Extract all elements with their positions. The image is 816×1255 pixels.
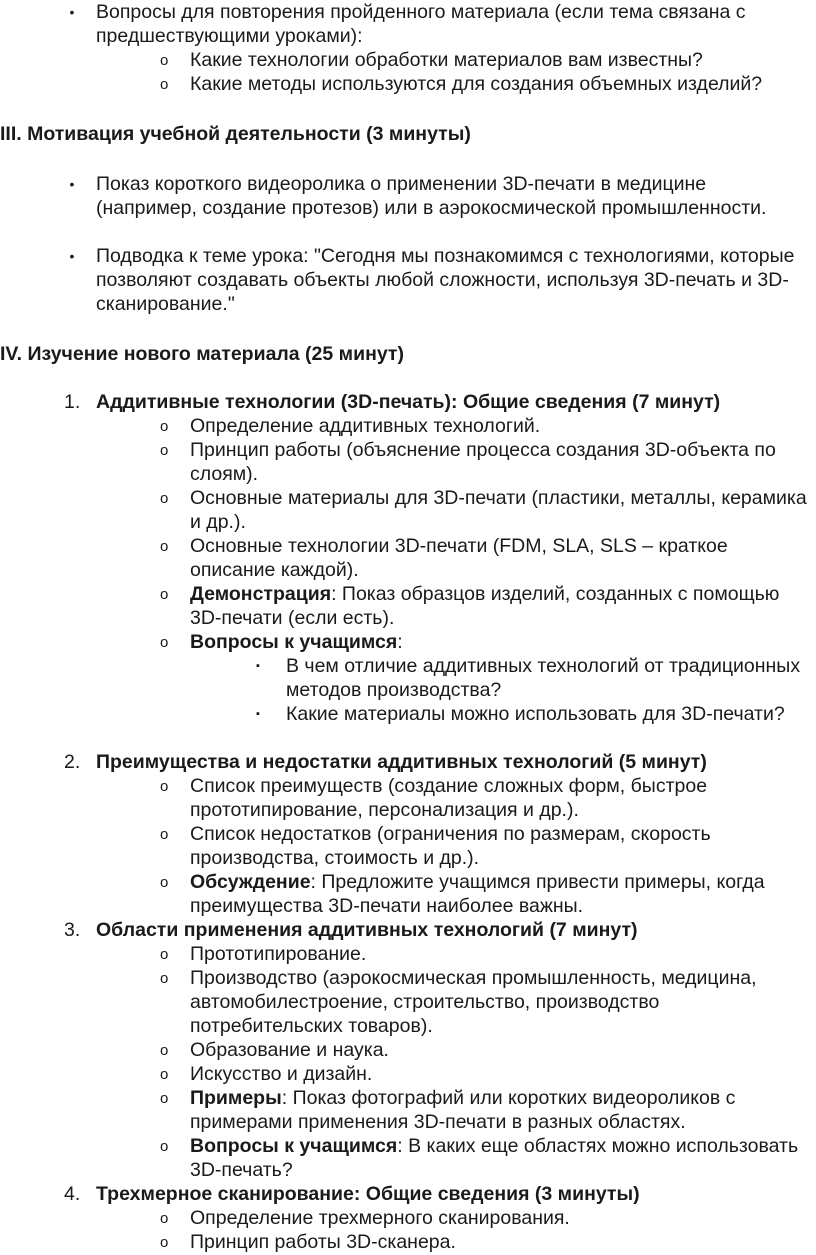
bold-label: Обсуждение xyxy=(190,871,311,893)
sub-list-item-text: Производство (аэрокосмическая промышленность, медицина, автомобилестроение, строительство, производство потребительских товаров). xyxy=(190,967,757,1037)
sub-marker: o xyxy=(160,634,169,651)
sub-list-item xyxy=(160,966,808,1038)
square-marker: ▪ xyxy=(256,708,260,720)
sub-list-item xyxy=(160,1086,808,1134)
sub-list-item-text: Определение трехмерного сканирования. xyxy=(190,1207,570,1229)
section-heading: III. Мотивация учебной деятельности (3 минуты) xyxy=(0,123,471,145)
bold-label: Примеры xyxy=(190,1087,282,1109)
sub-list-item xyxy=(160,438,808,486)
sub-list-item xyxy=(160,1230,808,1254)
numbered-item xyxy=(64,390,808,414)
sub-list-item xyxy=(160,534,808,582)
sub-list-item xyxy=(160,72,808,96)
list-item xyxy=(69,172,808,220)
sub-marker: o xyxy=(160,538,169,555)
sub-list-item xyxy=(160,870,808,918)
sub-marker: o xyxy=(160,1210,169,1227)
sub-marker: o xyxy=(160,946,169,963)
sub-marker: o xyxy=(160,874,169,891)
sub-marker: o xyxy=(160,1234,169,1251)
sub-list-item xyxy=(160,1038,808,1062)
numbered-item-title: Области применения аддитивных технологий (7 минут) xyxy=(96,919,638,941)
sub-marker: o xyxy=(160,76,169,93)
list-item-text: Подводка к теме урока: "Сегодня мы познакомимся с технологиями, которые позволяют создавать объекты любой сложности, используя 3D-печать и 3D-сканирование." xyxy=(96,245,795,315)
sub-marker: o xyxy=(160,778,169,795)
sub-marker: o xyxy=(160,970,169,987)
sub-list-item xyxy=(160,1062,808,1086)
sub-marker: o xyxy=(160,1090,169,1107)
number-marker: 1. xyxy=(64,391,81,413)
sub-list-item xyxy=(160,582,808,630)
sub-list-item-text: : Показ фотографий или коротких видеороликов с примерами применения 3D-печати в разных областях. xyxy=(190,1087,736,1133)
sub-list-item xyxy=(160,942,808,966)
list-item xyxy=(69,244,808,316)
bold-label: Вопросы к учащимся xyxy=(190,1135,398,1157)
sub-list-item-text: : В каких еще областях можно использовать 3D-печать? xyxy=(190,1135,799,1181)
numbered-item xyxy=(64,750,808,774)
sub-list-item-text: : xyxy=(397,631,403,653)
list-item-text: Показ короткого видеоролика о применении 3D-печати в медицине (например, создание протезов) или в аэрокосмической промышленности. xyxy=(96,173,767,219)
sub-list-item xyxy=(160,414,808,438)
number-marker: 4. xyxy=(64,1183,81,1205)
sub-list-item-text: Список преимуществ (создание сложных форм, быстрое прототипирование, персонализация и др.). xyxy=(190,775,708,821)
sub-list-item-text: Какие методы используются для создания объемных изделий? xyxy=(190,73,763,95)
sub-list-item-text: Основные материалы для 3D-печати (пластики, металлы, керамика и др.). xyxy=(190,487,807,533)
numbered-item-title: Преимущества и недостатки аддитивных технологий (5 минут) xyxy=(96,751,707,773)
sub-marker: o xyxy=(160,52,169,69)
sub-list-item-text: Список недостатков (ограничения по размерам, скорость производства, стоимость и др.). xyxy=(190,823,711,869)
sub-list-item xyxy=(160,774,808,822)
number-marker: 2. xyxy=(64,751,81,773)
sub-marker: o xyxy=(160,1042,169,1059)
sub-list-item xyxy=(160,48,808,72)
list-item xyxy=(69,0,808,48)
list-item-text: Вопросы для повторения пройденного материала (если тема связана с предшествующими уроками): xyxy=(96,1,746,47)
sub-marker: o xyxy=(160,442,169,459)
sub-list-item-text: Определение аддитивных технологий. xyxy=(190,415,541,437)
sub-list-item-text: : Показ образцов изделий, созданных с помощью 3D-печати (если есть). xyxy=(190,583,780,629)
sub-list-item-text: : Предложите учащимся привести примеры, когда преимущества 3D-печати наиболее важны. xyxy=(190,871,765,917)
bold-label: Вопросы к учащимся xyxy=(190,631,398,653)
sub-list-item xyxy=(160,486,808,534)
sub-list-item xyxy=(160,1134,808,1182)
bold-label: Демонстрация xyxy=(190,583,332,605)
sub-marker: o xyxy=(160,1138,169,1155)
sub-marker: o xyxy=(160,1066,169,1083)
sub-list-item xyxy=(160,630,808,654)
sub-sub-list-item xyxy=(256,654,808,702)
sub-marker: o xyxy=(160,418,169,435)
sub-list-item-text: Прототипирование. xyxy=(190,943,367,965)
bullet-marker: • xyxy=(69,4,75,20)
sub-list-item-text: Основные технологии 3D-печати (FDM, SLA, SLS – краткое описание каждой). xyxy=(190,535,728,581)
sub-sub-list-item-text: Какие материалы можно использовать для 3D-печати? xyxy=(286,703,785,725)
numbered-item xyxy=(64,1182,808,1206)
sub-sub-list-item xyxy=(256,702,808,726)
sub-marker: o xyxy=(160,586,169,603)
sub-marker: o xyxy=(160,490,169,507)
bullet-marker: • xyxy=(69,248,75,264)
sub-list-item xyxy=(160,1206,808,1230)
number-marker: 3. xyxy=(64,919,81,941)
sub-list-item-text: Искусство и дизайн. xyxy=(190,1063,373,1085)
sub-marker: o xyxy=(160,826,169,843)
sub-list-item-text: Образование и наука. xyxy=(190,1039,389,1061)
sub-list-item-text: Принцип работы (объяснение процесса создания 3D-объекта по слоям). xyxy=(190,439,776,485)
numbered-item-title: Аддитивные технологии (3D-печать): Общие сведения (7 минут) xyxy=(96,391,721,413)
sub-list-item-text: Какие технологии обработки материалов вам известны? xyxy=(190,49,703,71)
sub-sub-list-item-text: В чем отличие аддитивных технологий от традиционных методов производства? xyxy=(286,655,801,701)
square-marker: ▪ xyxy=(256,660,260,672)
bullet-marker: • xyxy=(69,176,75,192)
numbered-item-title: Трехмерное сканирование: Общие сведения (3 минуты) xyxy=(96,1183,640,1205)
sub-list-item xyxy=(160,822,808,870)
numbered-item xyxy=(64,918,808,942)
sub-list-item-text: Принцип работы 3D-сканера. xyxy=(190,1231,456,1253)
section-heading: IV. Изучение нового материала (25 минут) xyxy=(0,343,404,365)
